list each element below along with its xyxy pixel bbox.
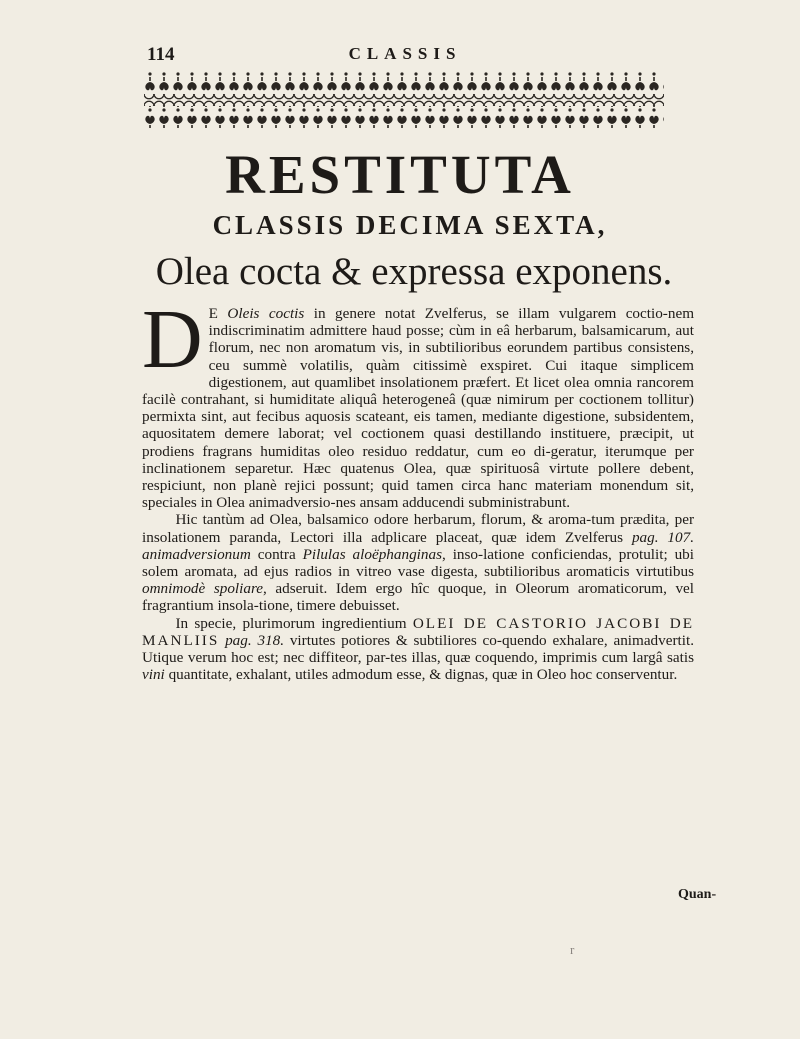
p3-ref: pag. 318. (225, 631, 285, 649)
p1-italic: Oleis coctis (227, 305, 305, 322)
p3-text-b: virtutes potiores & subtiliores co-quendo exhalare, animadvertit. Utique verum hoc est; nec diffiteor, par-tes illas, quæ coquendo, imprimis cum largâ satis (142, 631, 695, 667)
p2-italic-quote: omnimodè spoliare (142, 580, 264, 598)
page-number: 114 (147, 44, 175, 65)
p2-italic-pills: Pilulas aloëphanginas (302, 545, 442, 563)
fleuron-band-icon (144, 70, 664, 132)
paragraph-2 (142, 511, 694, 614)
p2-text: Hic tantùm ad Olea, balsamico odore herbarum, florum, & aroma-tum prædita, per insolationem paranda, Lectori illa adplicare placeat, quæ idem Zvelferus (142, 511, 694, 546)
p2-text-c: , inso-latione conficiendas, protulit; ubi solem aromata, ad ejus radios in vitreo vase digesta, subtilioribus aromaticis virtutibus (142, 545, 694, 581)
catchword: Quan- (678, 887, 717, 902)
drop-initial: D (142, 293, 203, 386)
section-subtitle: CLASSIS DECIMA SEXTA, (212, 210, 608, 240)
running-title: CLASSIS (348, 44, 462, 63)
p3-text: In specie, plurimorum ingredientium (175, 614, 413, 632)
p3-text-c: quantitate, exhalant, utiles admodum esse, & dignas, quæ in Oleo hoc conserventur. (164, 666, 678, 684)
p3-caps-title: OLEI DE CASTORIO JACOBI DE MANLIIS (142, 614, 694, 649)
p2-text-b: contra (250, 545, 303, 563)
p2-ref: pag. 107. animadversionum (142, 528, 695, 563)
section-description: Olea cocta & expressa exponens. (155, 250, 673, 293)
paragraph-1 (142, 293, 695, 512)
stray-mark: r (570, 942, 575, 957)
section-title: RESTITUTA (225, 144, 575, 205)
p1-text-cont: in genere notat Zvelferus, se illam vulgarem coctio-nem indiscriminatim admittere haud posse; cùm in eâ herbarum, balsamicarum, aut florum, nec non aromatum vis, in subtilioribus eorundem partibus consistens, ceu summè volatilis, quàm citissimè exspiret. Cui itaque simplicem digestionem, aut quamlibet insolationem præfert. Et licet olea omnia rancorem facilè contrahant, si humiditate aliquâ heterogeneâ (quæ nimirum per coctionem tollitur) permixta sint, aut fecibus aquosis scateant, eis tamen, mediante digestione, subsidentem, aquositatem demere laborat; vel coctionem quasi destillando instituere, præcipit, ut prodiens fragrans humiditas oleo residuo reddatur, cum eo di-geratur, iterumque per inclinationem separetur. Hæc quatenus Olea, quæ spirituosâ virtute pollere debent, respiciunt, non planè rejici possunt; quid tamen circa hanc materiam monendum sit, speciales in Olea animadversio-nes ansam adducendi subministrabunt. (142, 305, 695, 512)
paragraph-3 (142, 615, 694, 684)
body-text (142, 293, 695, 684)
p2-text-d: , adseruit. Idem ergo hîc quoque, in Oleorum aromaticorum, vel fragrantium insola-tione, timere debuisset. (142, 580, 694, 615)
p3-italic-vini: vini (142, 666, 165, 684)
p1-text: E (208, 305, 228, 322)
running-head (0, 44, 800, 68)
